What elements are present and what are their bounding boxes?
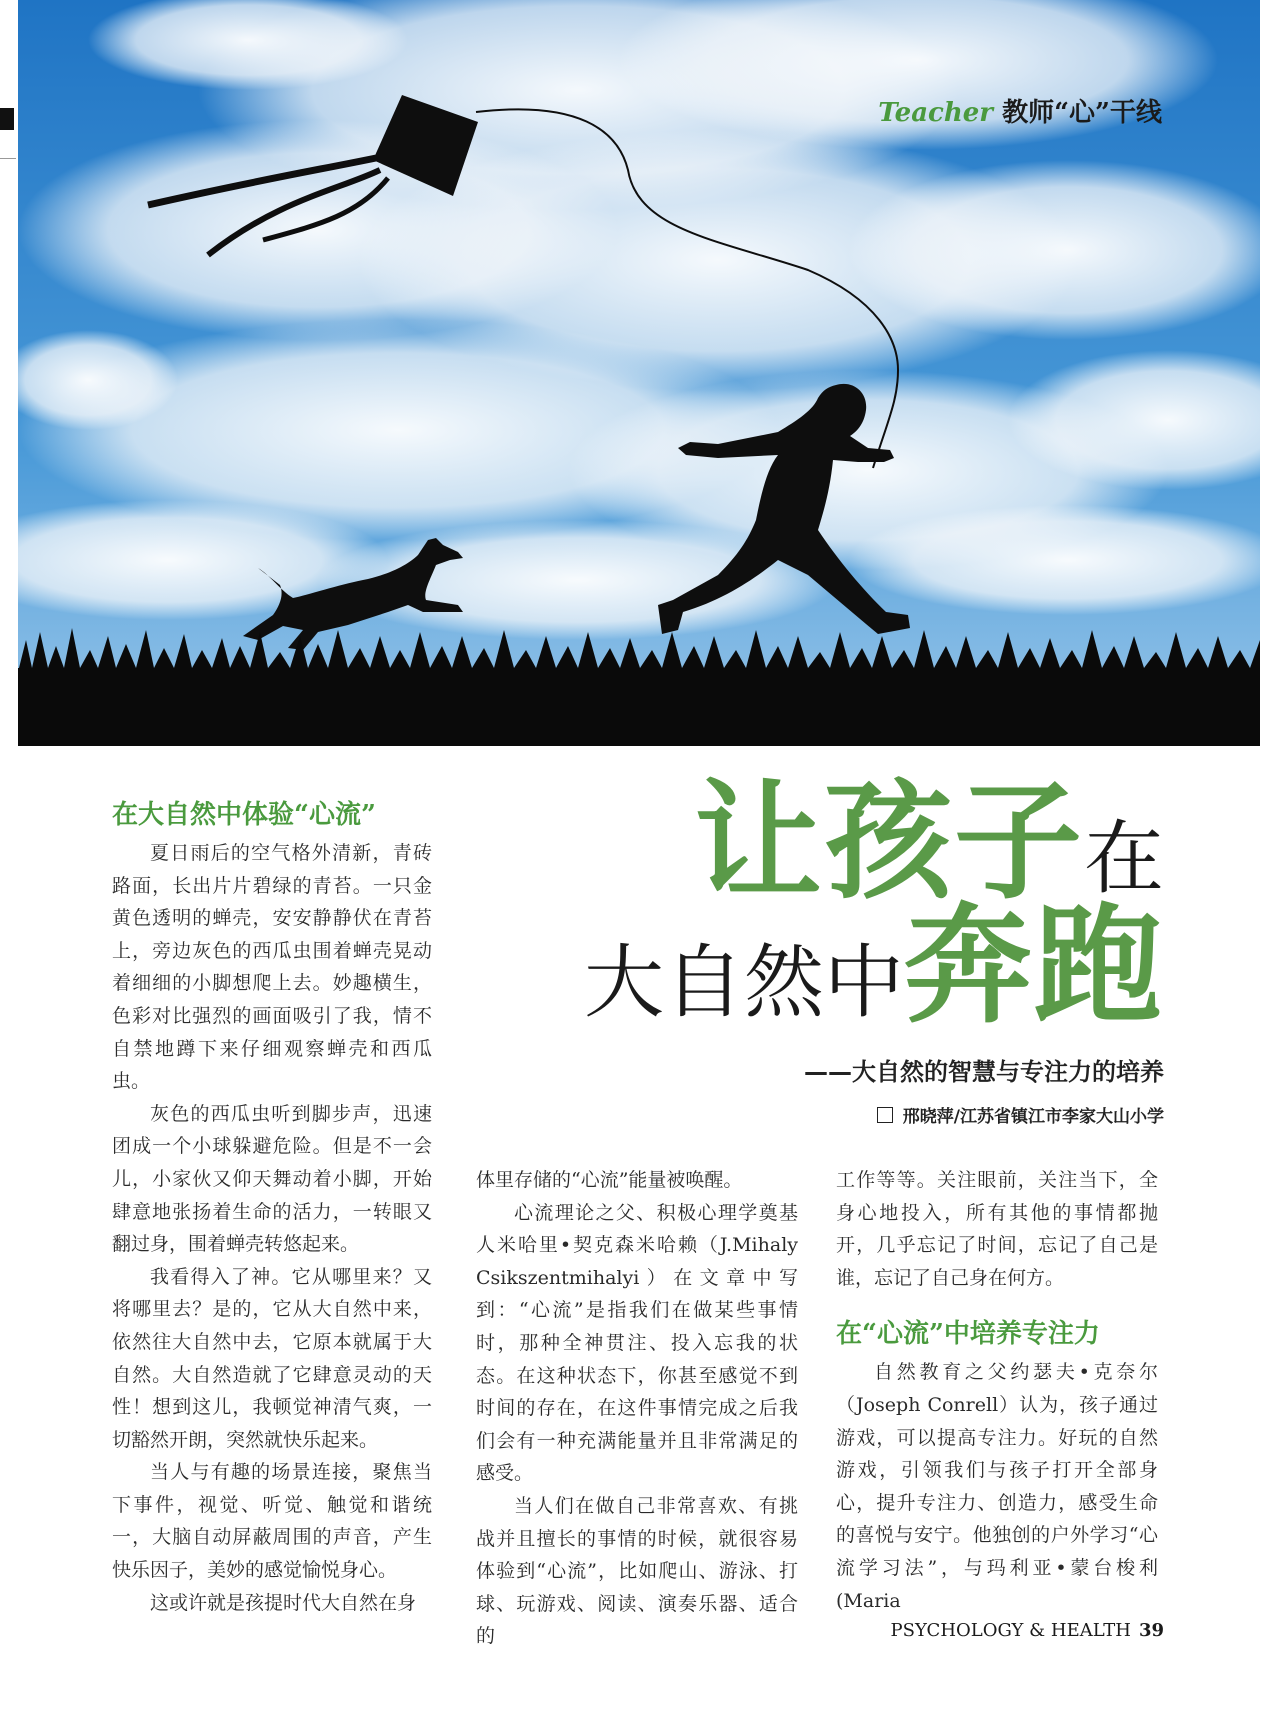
- section-tag: [878, 92, 1162, 129]
- author-name: 邢晓萍/江苏省镇江市李家大山小学: [902, 1107, 1164, 1127]
- paragraph: 工作等等。关注眼前，关注当下，全身心地投入，所有其他的事情都抛开，几乎忘记了时间，忘记了自己是谁，忘记了自己身在何方。: [836, 1169, 1158, 1289]
- article-title: [583, 767, 1164, 1041]
- paragraph: 自然教育之父约瑟夫•克奈尔（Joseph Conrell）认为，孩子通过游戏，可以提高专注力。好玩的自然游戏，引领我们与孩子打开全部身心，提升专注力、创造力，感受生命的喜悦与安宁。他独创的户外学习“心流学习法”，与玛利亚•蒙台梭利(Maria: [836, 1361, 1158, 1612]
- author-byline: [877, 1102, 1164, 1127]
- title-line1-big: 让孩子: [693, 767, 1084, 917]
- text-column-2: [476, 1164, 798, 1653]
- article-subtitle: ——大自然的智慧与专注力的培养: [804, 1058, 1164, 1086]
- paragraph: 我看得入了神。它从哪里来？又将哪里去？是的，它从大自然中来，依然往大自然中去，它原本就属于大自然。大自然造就了它肆意灵动的天性！想到这儿，我顿觉神清气爽，一切豁然开朗，突然就快乐起来。: [112, 1265, 432, 1451]
- section-tag-en: Teacher: [878, 98, 994, 128]
- title-line1-small: 在: [1084, 812, 1164, 905]
- page-number: 39: [1138, 1620, 1164, 1641]
- magazine-name: PSYCHOLOGY & HEALTH: [890, 1620, 1131, 1641]
- paragraph: 夏日雨后的空气格外清新，青砖路面，长出片片碧绿的青苔。一只金黄色透明的蝉壳，安安静静伏在青苔上，旁边灰色的西瓜虫围着蝉壳晃动着细细的小脚想爬上去。妙趣横生，色彩对比强烈的画面吸引了我，情不自禁地蹲下来仔细观察蝉壳和西瓜虫。: [112, 842, 432, 1093]
- paragraph: 体里存储的“心流”能量被唤醒。: [476, 1169, 743, 1191]
- text-column-1: [112, 797, 432, 1619]
- page-edge-rule: [0, 158, 16, 159]
- paragraph: 当人们在做自己非常喜欢、有挑战并且擅长的事情的时候，就很容易体验到“心流”，比如爬山、游泳、打球、玩游戏、阅读、演奏乐器、适合的: [476, 1494, 798, 1648]
- section-heading-2: 在“心流”中培养专注力: [836, 1319, 1100, 1350]
- paragraph: 当人与有趣的场景连接，聚焦当下事件，视觉、听觉、触觉和谐统一，大脑自动屏蔽周围的声音，产生快乐因子，美妙的感觉愉悦身心。: [112, 1461, 432, 1582]
- page-edge-tab: [0, 108, 14, 130]
- section-tag-cn: 教师“心”干线: [1002, 98, 1162, 128]
- section-heading-1: 在大自然中体验“心流”: [112, 800, 376, 830]
- text-column-3: [836, 1164, 1158, 1617]
- paragraph: 灰色的西瓜虫听到脚步声，迅速团成一个小球躲避危险。但是不一会儿，小家伙又仰天舞动着小脚，开始肆意地张扬着生命的活力，一转眼又翻过身，围着蝉壳转悠起来。: [112, 1102, 432, 1256]
- page-footer: [891, 1620, 1164, 1641]
- title-line2-big: 奔跑: [903, 891, 1164, 1041]
- paragraph: 这或许就是孩提时代大自然在身: [150, 1591, 417, 1614]
- byline-box-icon: [877, 1107, 893, 1123]
- title-line2-small: 大自然中: [583, 936, 904, 1029]
- paragraph: 心流理论之父、积极心理学奠基人米哈里•契克森米哈赖（J.Mihaly Csikszentmihalyi）在文章中写到：“心流”是指我们在做某些事情时，那种全神贯注、投入忘我的状态。在这种状态下，你甚至感觉不到时间的存在，在这件事情完成之后我们会有一种充满能量并且非常满足的感受。: [476, 1201, 798, 1485]
